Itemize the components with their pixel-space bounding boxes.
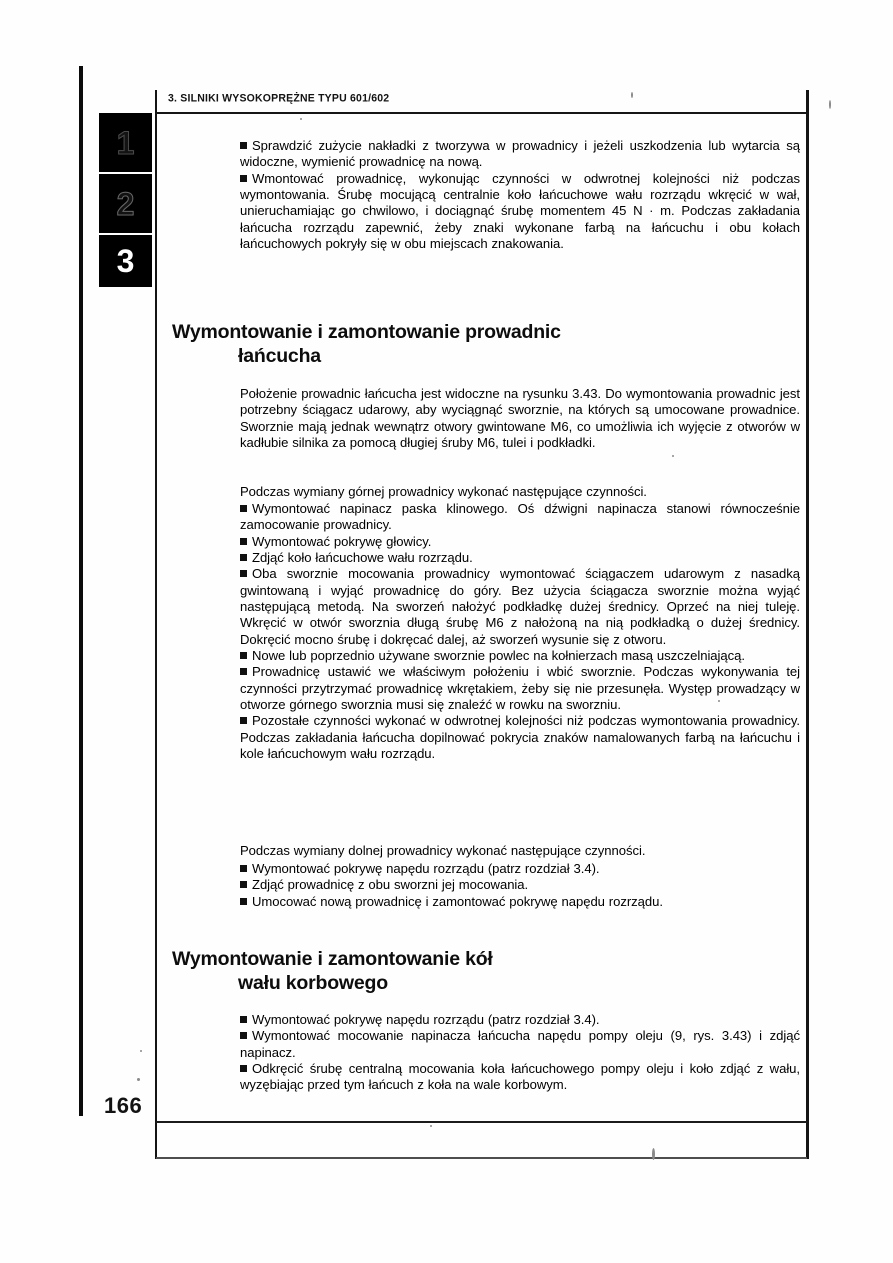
square-bullet-icon <box>240 538 247 545</box>
square-bullet-icon <box>240 175 247 182</box>
page-number: 166 <box>104 1093 143 1118</box>
scan-speck <box>718 700 720 702</box>
list-item-text: Prowadnicę ustawić we właściwym położeniu i wbić sworznie. Podczas wykonywania tej czynności przytrzymać prowadnicę wkrętakiem, żeby się nie przesunęła. Występ prowadzący w otworze górnego sworznia musi się znaleźć w rowku na sworzniu. <box>240 664 800 713</box>
list-item-text: Pozostałe czynności wykonać w odwrotnej kolejności niż podczas wymontowania prowadnicy. Podczas zakładania łańcucha dopilnować pokrycia znaków namalowanych farbą na łańcuchu i kole łańcuchowym wału rozrządu. <box>240 713 800 762</box>
scan-speck <box>137 1078 140 1081</box>
footer-rule <box>156 1121 807 1123</box>
list-item-text: Sprawdzić zużycie nakładki z tworzywa w prowadnicy i jeżeli uszkodzenia lub wytarcia są widoczne, wymienić prowadnicę na nową. <box>240 138 800 170</box>
list-item-text: Zdjąć koło łańcuchowe wału rozrządu. <box>252 550 473 566</box>
section-heading-line-2: łańcucha <box>238 345 321 367</box>
list-item <box>240 648 800 664</box>
section-heading-kola-walu-korbowego <box>172 947 772 995</box>
intro-bullet-list <box>240 138 800 252</box>
list-item-text: Wymontować pokrywę głowicy. <box>252 533 432 549</box>
list-item <box>240 861 800 877</box>
scan-speck <box>631 92 633 98</box>
section1-lower-bullet-list <box>240 861 800 910</box>
section2-bullet-list <box>240 1012 800 1094</box>
chapter-tabs <box>99 113 152 289</box>
list-item <box>240 138 800 171</box>
list-item <box>240 550 800 566</box>
section1-upper-lead <box>240 484 800 500</box>
scan-speck <box>829 100 831 109</box>
header-rule <box>156 112 807 114</box>
section1-intro-paragraph <box>240 386 800 451</box>
section-heading-line-1: Wymontowanie i zamontowanie kół <box>172 948 493 970</box>
section1-upper-bullet-list <box>240 501 800 763</box>
page-frame-right-rule <box>806 90 809 1159</box>
list-item-text: Wymontować napinacz paska klinowego. Oś dźwigni napinacza stanowi równocześnie zamocowanie prowadnicy. <box>240 501 800 533</box>
square-bullet-icon <box>240 668 247 675</box>
list-item <box>240 1061 800 1094</box>
list-item-text: Nowe lub poprzednio używane sworznie powlec na kołnierzach masą uszczelniającą. <box>252 648 745 664</box>
scan-speck <box>652 1148 655 1160</box>
chapter-tab-2-label: 2 <box>116 185 135 222</box>
square-bullet-icon <box>240 1016 247 1023</box>
list-item <box>240 894 800 910</box>
scan-speck <box>430 1125 432 1127</box>
chapter-tab-3[interactable] <box>99 235 152 287</box>
page-frame-left-rule <box>155 90 157 1159</box>
square-bullet-icon <box>240 142 247 149</box>
section-heading-prowadnice <box>172 320 772 368</box>
list-item-text: Wymontować pokrywę napędu rozrządu (patrz rozdział 3.4). <box>252 1012 600 1027</box>
list-item-text: Umocować nową prowadnicę i zamontować pokrywę napędu rozrządu. <box>252 893 663 909</box>
list-item-text: Wymontować mocowanie napinacza łańcucha napędu pompy oleju (9, rys. 3.43) i zdjąć napinacz. <box>240 1028 800 1060</box>
chapter-tab-3-label: 3 <box>116 243 135 279</box>
square-bullet-icon <box>240 652 247 659</box>
section-heading-line-2: wału korbowego <box>238 972 388 994</box>
square-bullet-icon <box>240 898 247 905</box>
scan-speck <box>140 1050 142 1052</box>
square-bullet-icon <box>240 717 247 724</box>
list-item-text: Oba sworznie mocowania prowadnicy wymontować ściągaczem udarowym z nasadką gwintowaną i wyjąć prowadnicę do góry. Bez użycia ściągacza sworznie można wyjąć następującą metodą. Na sworzeń nałożyć podkładkę dużej średnicy. Oprzeć na niej tuleję. Wkręcić w otwór sworznia długą śrubę M6 z nałożoną na nią podkładką o dużej średnicy. Dokręcić mocno śrubę i dokręcać dalej, aż sworzeń wysunie się z otworu. <box>240 566 800 647</box>
list-item <box>240 566 800 648</box>
list-item <box>240 713 800 762</box>
list-item <box>240 1028 800 1061</box>
paragraph-text: Podczas wymiany górnej prowadnicy wykonać następujące czynności. <box>240 484 647 499</box>
scan-speck <box>672 455 674 457</box>
square-bullet-icon <box>240 865 247 872</box>
chapter-tab-1-label: 1 <box>116 124 135 161</box>
list-item-text: Odkręcić śrubę centralną mocowania koła łańcuchowego pompy oleju i koło zdjąć z wału, wyzębiając przed tym łańcuch z koła na wale korbowym. <box>240 1061 800 1093</box>
square-bullet-icon <box>240 1032 247 1039</box>
paragraph-text: Podczas wymiany dolnej prowadnicy wykonać następujące czynności. <box>240 843 646 858</box>
list-item <box>240 501 800 534</box>
list-item <box>240 877 800 893</box>
square-bullet-icon <box>240 1065 247 1072</box>
list-item <box>240 664 800 713</box>
paragraph-text: Położenie prowadnic łańcucha jest widoczne na rysunku 3.43. Do wymontowania prowadnic jest potrzebny ściągacz udarowy, aby wyciągnąć sworznie, na których są umocowane prowadnice. Sworznie mają jednak wewnątrz otwory gwintowane M6, co umożliwia ich wyjęcie z otworów w kadłubie silnika za pomocą długiej śruby M6, tulei i podkładki. <box>240 386 800 451</box>
square-bullet-icon <box>240 881 247 888</box>
chapter-tab-2[interactable] <box>99 174 152 233</box>
running-header: 3. SILNIKI WYSOKOPRĘŻNE TYPU 601/602 <box>168 92 390 105</box>
footer-rule-secondary <box>156 1157 807 1159</box>
square-bullet-icon <box>240 505 247 512</box>
list-item-text: Zdjąć prowadnicę z obu sworzni jej mocowania. <box>252 877 529 893</box>
list-item <box>240 171 800 253</box>
section-heading-line-1: Wymontowanie i zamontowanie prowadnic <box>172 321 561 343</box>
list-item-text: Wymontować pokrywę napędu rozrządu (patrz rozdział 3.4). <box>252 861 600 876</box>
section1-lower-lead <box>240 843 800 859</box>
list-item <box>240 1012 800 1028</box>
scan-edge-artifact <box>79 66 83 1116</box>
scan-speck <box>300 118 302 120</box>
chapter-tab-1[interactable] <box>99 113 152 172</box>
square-bullet-icon <box>240 554 247 561</box>
list-item <box>240 534 800 550</box>
list-item-text: Wmontować prowadnicę, wykonując czynności w odwrotnej kolejności niż podczas wymontowania. Śrubę mocującą centralnie koło łańcuchowe wału rozrządu wkręcić w wał, unieruchamiając go chwilowo, i dociągnąć śrubę momentem 45 N · m. Podczas zakładania łańcucha rozrządu zapewnić, żeby znaki wykonane farbą na łańcuchu i obu kołach łańcuchowych pokryły się w obu miejscach znakowania. <box>240 170 800 252</box>
square-bullet-icon <box>240 570 247 577</box>
